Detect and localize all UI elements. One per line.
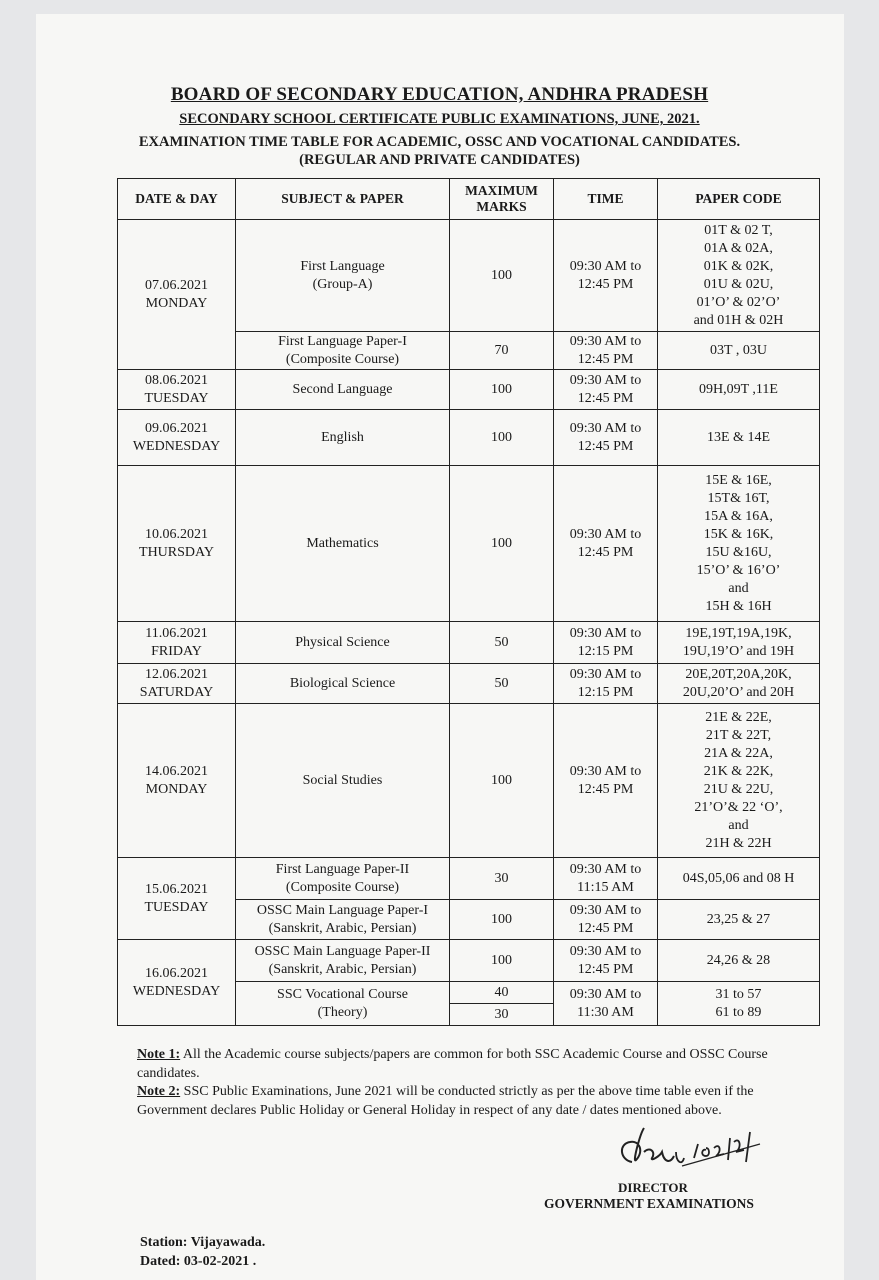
paper-code-cell: 03T , 03U	[658, 332, 820, 370]
marks-cell: 100	[450, 900, 554, 940]
note-1-text: All the Academic course subjects/papers are common for both SSC Academic Course and OSSC Course candidates.	[137, 1047, 768, 1081]
date-cell: 14.06.2021 MONDAY	[118, 704, 236, 858]
marks-cell: 100	[450, 410, 554, 466]
paper-code-cell: 20E,20T,20A,20K, 20U,20’O’ and 20H	[658, 664, 820, 704]
paper-code-cell: 09H,09T ,11E	[658, 370, 820, 410]
marks-cell: 50	[450, 664, 554, 704]
time-cell: 09:30 AM to 12:45 PM	[554, 900, 658, 940]
subject-cell: Biological Science	[236, 664, 450, 704]
marks-cell: 100	[450, 220, 554, 332]
time-cell: 09:30 AM to 12:45 PM	[554, 940, 658, 982]
time-cell: 09:30 AM to 11:30 AM	[554, 982, 658, 1026]
date-cell: 07.06.2021 MONDAY	[118, 220, 236, 370]
notes-block	[137, 1046, 797, 1120]
note-1	[137, 1046, 797, 1083]
table-row	[118, 940, 820, 982]
note-2-text: SSC Public Examinations, June 2021 will be conducted strictly as per the above time table even if the Government declares Public Holiday or General Holiday in respect of any date / dates mentioned above.	[137, 1084, 754, 1118]
date-cell: 09.06.2021 WEDNESDAY	[118, 410, 236, 466]
time-cell: 09:30 AM to 12:45 PM	[554, 466, 658, 622]
paper-code-cell: 04S,05,06 and 08 H	[658, 858, 820, 900]
table-row	[118, 664, 820, 704]
time-cell: 09:30 AM to 12:15 PM	[554, 664, 658, 704]
time-cell: 09:30 AM to 12:45 PM	[554, 704, 658, 858]
timetable-title: EXAMINATION TIME TABLE FOR ACADEMIC, OSSC AND VOCATIONAL CANDIDATES.	[138, 134, 741, 150]
marks-cell: 100	[450, 466, 554, 622]
table-row	[118, 704, 820, 858]
marks-cell: 100	[450, 704, 554, 858]
candidates-title: (REGULAR AND PRIVATE CANDIDATES)	[299, 152, 580, 168]
dated-text: Dated: 03-02-2021 .	[140, 1254, 257, 1269]
subject-cell: First Language Paper-I (Composite Course)	[236, 332, 450, 370]
date-cell: 12.06.2021 SATURDAY	[118, 664, 236, 704]
date-cell: 15.06.2021 TUESDAY	[118, 858, 236, 940]
paper-code-cell: 21E & 22E, 21T & 22T, 21A & 22A, 21K & 22K, 21U & 22U, 21’O’& 22 ‘O’, and 21H & 22H	[658, 704, 820, 858]
paper-code-cell: 15E & 16E, 15T& 16T, 15A & 16A, 15K & 16K, 15U &16U, 15’O’ & 16’O’ and 15H & 16H	[658, 466, 820, 622]
paper-code-cell: 31 to 57 61 to 89	[658, 982, 820, 1026]
date-cell: 08.06.2021 TUESDAY	[118, 370, 236, 410]
marks-cell: 30	[450, 858, 554, 900]
column-header-date: DATE & DAY	[118, 179, 236, 220]
time-cell: 09:30 AM to 12:45 PM	[554, 220, 658, 332]
note-2	[137, 1083, 797, 1120]
table-row	[118, 622, 820, 664]
paper-code-cell: 19E,19T,19A,19K, 19U,19’O’ and 19H	[658, 622, 820, 664]
time-cell: 09:30 AM to 12:15 PM	[554, 622, 658, 664]
time-cell: 09:30 AM to 12:45 PM	[554, 410, 658, 466]
table-row	[118, 370, 820, 410]
exam-timetable	[117, 178, 820, 1026]
subject-cell: Physical Science	[236, 622, 450, 664]
time-cell: 09:30 AM to 11:15 AM	[554, 858, 658, 900]
subject-cell: OSSC Main Language Paper-II (Sanskrit, Arabic, Persian)	[236, 940, 450, 982]
marks-cell: 40	[450, 982, 554, 1004]
column-header-time: TIME	[554, 179, 658, 220]
table-row	[118, 220, 820, 332]
board-title: BOARD OF SECONDARY EDUCATION, ANDHRA PRADESH	[170, 84, 709, 105]
subject-cell: OSSC Main Language Paper-I (Sanskrit, Arabic, Persian)	[236, 900, 450, 940]
subject-cell: Second Language	[236, 370, 450, 410]
time-cell: 09:30 AM to 12:45 PM	[554, 332, 658, 370]
subject-cell: SSC Vocational Course (Theory)	[236, 982, 450, 1026]
note-1-label: Note 1:	[137, 1047, 181, 1062]
date-cell: 16.06.2021 WEDNESDAY	[118, 940, 236, 1026]
director-signature	[610, 1122, 770, 1184]
office-title: GOVERNMENT EXAMINATIONS	[544, 1196, 754, 1211]
paper-code-cell: 24,26 & 28	[658, 940, 820, 982]
subject-cell: Mathematics	[236, 466, 450, 622]
paper-code-cell: 01T & 02 T, 01A & 02A, 01K & 02K, 01U & 02U, 01’O’ & 02’O’ and 01H & 02H	[658, 220, 820, 332]
table-row	[118, 410, 820, 466]
time-cell: 09:30 AM to 12:45 PM	[554, 370, 658, 410]
station-text: Station: Vijayawada.	[140, 1235, 266, 1250]
table-row	[118, 858, 820, 900]
exam-title: SECONDARY SCHOOL CERTIFICATE PUBLIC EXAMINATIONS, JUNE, 2021.	[179, 111, 700, 127]
director-title: DIRECTOR	[618, 1180, 688, 1195]
date-cell: 11.06.2021 FRIDAY	[118, 622, 236, 664]
subject-cell: First Language Paper-II (Composite Course)	[236, 858, 450, 900]
table-row	[118, 466, 820, 622]
column-header-marks: MAXIMUM MARKS	[450, 179, 554, 220]
marks-cell: 70	[450, 332, 554, 370]
paper-code-cell: 13E & 14E	[658, 410, 820, 466]
column-header-paper-code: PAPER CODE	[658, 179, 820, 220]
subject-cell: Social Studies	[236, 704, 450, 858]
table-header-row	[118, 179, 820, 220]
subject-cell: English	[236, 410, 450, 466]
subject-cell: First Language (Group-A)	[236, 220, 450, 332]
note-2-label: Note 2:	[137, 1084, 181, 1099]
paper-code-cell: 23,25 & 27	[658, 900, 820, 940]
station-date-block	[140, 1233, 265, 1271]
marks-cell: 30	[450, 1004, 554, 1026]
date-cell: 10.06.2021 THURSDAY	[118, 466, 236, 622]
marks-cell: 50	[450, 622, 554, 664]
marks-cell: 100	[450, 370, 554, 410]
column-header-subject: SUBJECT & PAPER	[236, 179, 450, 220]
marks-cell: 100	[450, 940, 554, 982]
